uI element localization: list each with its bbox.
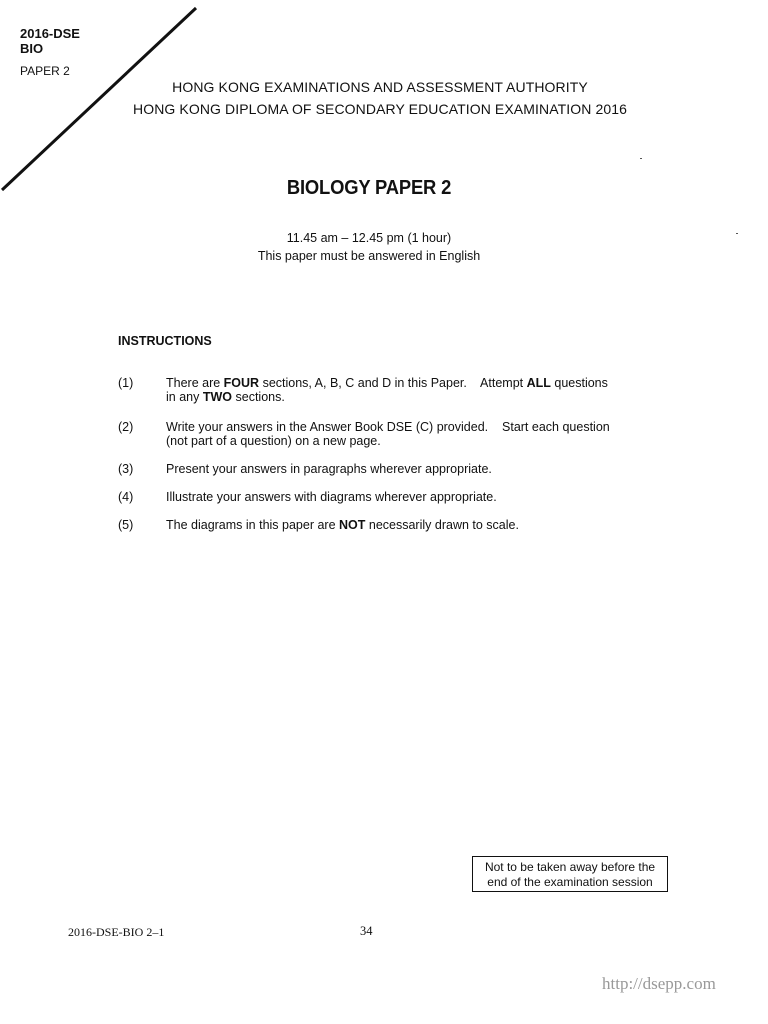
instruction-text: The diagrams in this paper are NOT necessarily drawn to scale. xyxy=(166,518,519,532)
corner-paper-label: PAPER 2 xyxy=(20,64,70,78)
instruction-text: Write your answers in the Answer Book DSE (C) provided. Start each question (not part of a question) on a new page. xyxy=(166,420,610,448)
exam-time: 11.45 am – 12.45 pm (1 hour) xyxy=(286,231,452,245)
instruction-number: (1) xyxy=(118,376,134,390)
language-note: This paper must be answered in English xyxy=(257,249,481,263)
instruction-number: (4) xyxy=(118,490,134,504)
page-number: 34 xyxy=(360,924,373,938)
authority-heading: HONG KONG EXAMINATIONS AND ASSESSMENT AUTHORITY xyxy=(172,79,588,95)
instruction-text: Present your answers in paragraphs wherever appropriate. xyxy=(166,462,492,476)
corner-code-year: 2016-DSE xyxy=(20,26,80,41)
notice-line: end of the examination session xyxy=(487,875,653,889)
scan-speck xyxy=(640,158,642,159)
footer-paper-code: 2016-DSE-BIO 2–1 xyxy=(68,925,165,939)
instruction-number: (5) xyxy=(118,518,134,532)
corner-paper-code xyxy=(20,26,80,56)
instruction-number: (3) xyxy=(118,462,134,476)
instructions-heading: INSTRUCTIONS xyxy=(118,334,212,348)
watermark-url: http://dsepp.com xyxy=(602,974,716,993)
corner-code-subject: BIO xyxy=(20,41,44,56)
exam-notice-box xyxy=(472,856,668,892)
notice-line: Not to be taken away before the xyxy=(484,860,656,874)
instruction-number: (2) xyxy=(118,420,134,434)
instruction-text: Illustrate your answers with diagrams wherever appropriate. xyxy=(166,490,497,504)
exam-heading: HONG KONG DIPLOMA OF SECONDARY EDUCATION EXAMINATION 2016 xyxy=(133,101,627,117)
scan-speck xyxy=(736,233,738,234)
instruction-text: There are FOUR sections, A, B, C and D in this Paper. Attempt ALL questions in any TWO sections. xyxy=(166,376,608,404)
paper-title: BIOLOGY PAPER 2 xyxy=(286,177,452,199)
